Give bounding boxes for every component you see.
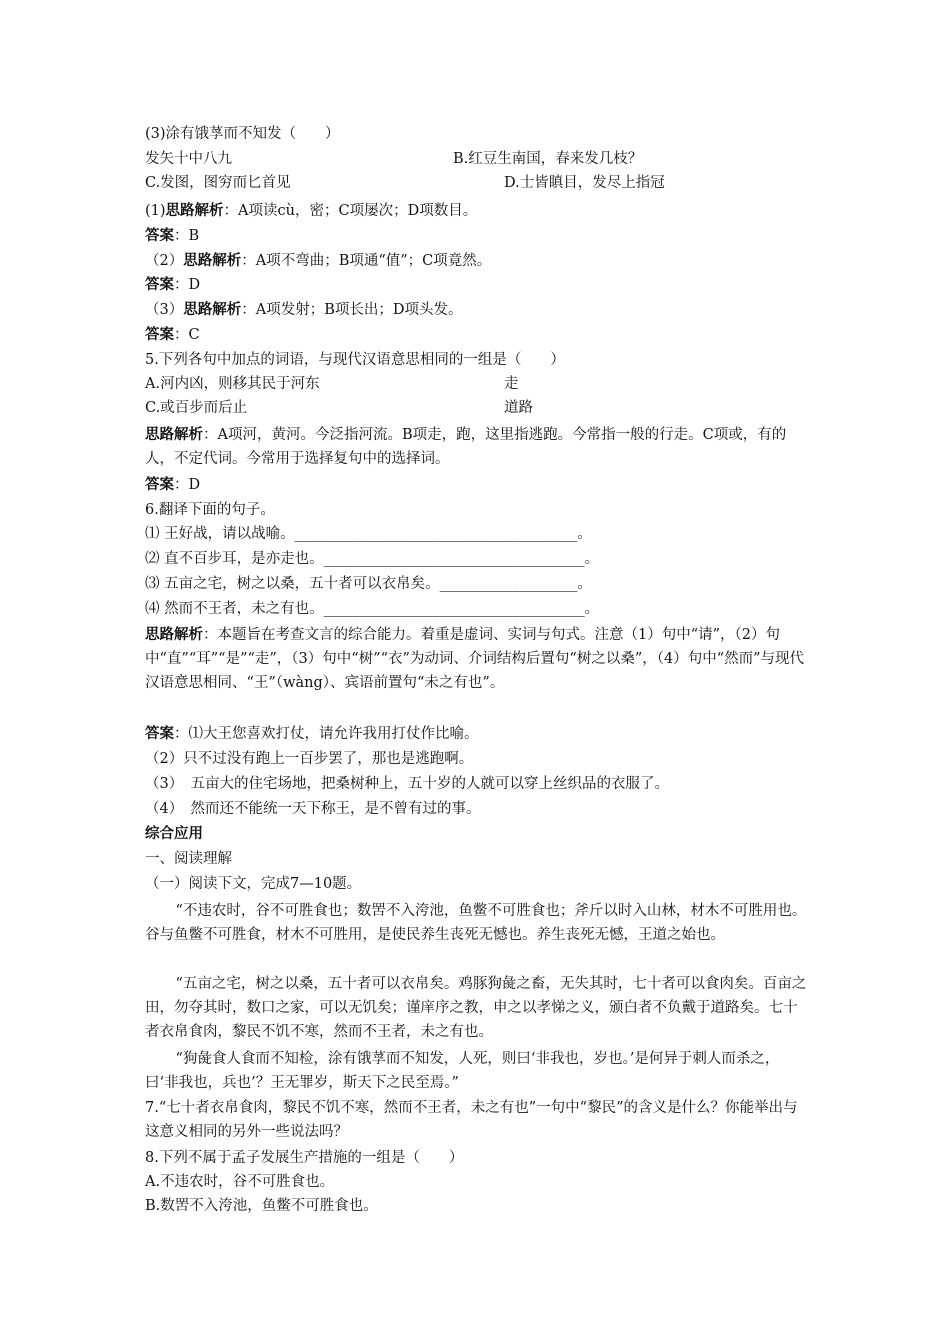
q4-2-explanation [145,249,491,273]
explanation-label: 思路解析 [145,627,203,643]
answer-label: 答案 [145,228,174,244]
q6-sentence-4: ⑷ 然而不王者，未之有也。____________________________________。 [145,601,600,617]
answer-text: ：B [174,228,200,244]
explanation-text: ：A项读cù，密；C项屡次；D项数目。 [223,203,478,219]
answer-label: 答案 [145,277,174,293]
section-instruction: （一）阅读下文，完成7—10题。 [145,876,362,892]
q4-3-answer [145,323,200,347]
q5-stem: 5.下列各句中加点的词语，与现代汉语意思相同的一组是（ ） [145,352,565,368]
q4-3-prefix: （3） [145,302,184,318]
q6-stem: 6.翻译下面的句子。 [145,502,275,518]
q8-option-a: A.不违农时，谷不可胜食也。 [145,1174,335,1190]
explanation-text: ：A项不弯曲；B项通“值”；C项竟然。 [241,253,492,269]
section-subtitle: 一、阅读理解 [145,851,232,867]
answer-label: 答案 [145,477,174,493]
q4-3-stem: (3)涂有饿莩而不知发（ ） [145,126,340,142]
explanation-label: 思路解析 [183,302,242,318]
answer-label: 答案 [145,327,174,343]
q4-1-answer [145,224,199,248]
answer-text: ：C [174,327,200,343]
section-title: 综合应用 [145,826,203,842]
q4-3-option-c: C.发图，图穷而匕首见 [145,175,291,191]
q6-answer-2: （2）只不过没有跑上一百步罢了，那也是逃跑啊。 [145,751,474,767]
answer-text: ：D [174,477,201,493]
explanation-text: ：A项河，黄河。今泛指河流。B项走，跑，这里指逃跑。今常指一般的行走。C项或，有的人，不定代词。今常用于选择复句中的选择词。 [145,427,787,467]
q6-answer-4: （4） 然而还不能统一天下称王，是不曾有过的事。 [145,801,481,817]
explanation-text: ：A项发射；B项长出；D项头发。 [241,302,463,318]
q4-3-option-a: 发矢十中八九 [145,151,232,167]
q5-answer [145,473,200,497]
q5-option-d: 道路 [504,400,533,416]
explanation-label: 思路解析 [183,253,242,269]
q5-option-b: 走 [504,376,519,392]
q5-option-a: A.河内凶，则移其民于河东 [145,376,320,392]
explanation-label: 思路解析 [165,203,224,219]
q4-3-option-d: D.士皆瞋目，发尽上指冠 [504,175,665,191]
q8-stem: 8.下列不属于孟子发展生产措施的一组是（ ） [145,1150,464,1166]
q5-option-c: C.或百步而后止 [145,400,248,416]
q5-explanation [145,423,810,471]
q6-sentence-3: ⑶ 五亩之宅，树之以桑，五十者可以衣帛矣。___________________。 [145,576,592,592]
q6-answer-3: （3） 五亩大的住宅场地，把桑树种上，五十岁的人就可以穿上丝织品的衣服了。 [145,776,669,792]
q4-1-prefix: (1) [145,203,166,219]
explanation-label: 思路解析 [145,427,203,443]
q6-sentence-1: ⑴ 王好战，请以战喻。_______________________________________。 [145,526,592,542]
q6-sentence-2: ⑵ 直不百步耳，是亦走也。____________________________________。 [145,551,600,567]
passage-paragraph-2: “五亩之宅，树之以桑，五十者可以衣帛矣。鸡豚狗彘之畜，无失其时，七十者可以食肉矣。百亩之田，勿夺其时，数口之家，可以无饥矣；谨庠序之教，申之以孝悌之义，颁白者不负戴于道路矣。七十者衣帛食肉，黎民不饥不寒，然而不王者，未之有也。 [145,976,807,1040]
q6-explanation [145,623,810,695]
q4-1-explanation [145,199,477,223]
q4-3-option-b: B.红豆生南国，春来发几枝？ [453,151,643,167]
explanation-text: ：本题旨在考查文言的综合能力。着重是虚词、实词与句式。注意（1）句中“请”，（2）句中“直”“耳”“是”“走”，（3）句中“树”“衣”为动词、介词结构后置句“树之以桑”，（4）句中“然而”与现代汉语意思相同、“王”（wàng）、宾语前置句“未之有也”。 [145,627,805,691]
answer-text: ：⑴大王您喜欢打仗，请允许我用打仗作比喻。 [174,726,479,742]
answer-label: 答案 [145,726,174,742]
q4-2-prefix: （2） [145,253,184,269]
passage-paragraph-1: “不违农时，谷不可胜食也；数罟不入洿池，鱼鳖不可胜食也；斧斤以时入山林，材木不可胜用也。谷与鱼鳖不可胜食，材木不可胜用，是使民养生丧死无憾也。养生丧死无憾，王道之始也。 [145,903,807,943]
q7-stem: 7.“七十者衣帛食肉，黎民不饥不寒，然而不王者，未之有也”一句中“黎民”的含义是什么？你能举出与这意义相同的另外一些说法吗？ [145,1100,798,1140]
q4-3-explanation [145,298,463,322]
answer-text: ：D [174,277,201,293]
q6-answer-1 [145,722,479,746]
passage-paragraph-3: “狗彘食人食而不知检，涂有饿莩而不知发，人死，则曰‘非我也，岁也。’是何异于刺人而杀之，曰‘非我也，兵也’？王无罪岁，斯天下之民至焉。” [145,1051,780,1091]
q4-2-answer [145,273,200,297]
q8-option-b: B.数罟不入洿池，鱼鳖不可胜食也。 [145,1198,378,1214]
